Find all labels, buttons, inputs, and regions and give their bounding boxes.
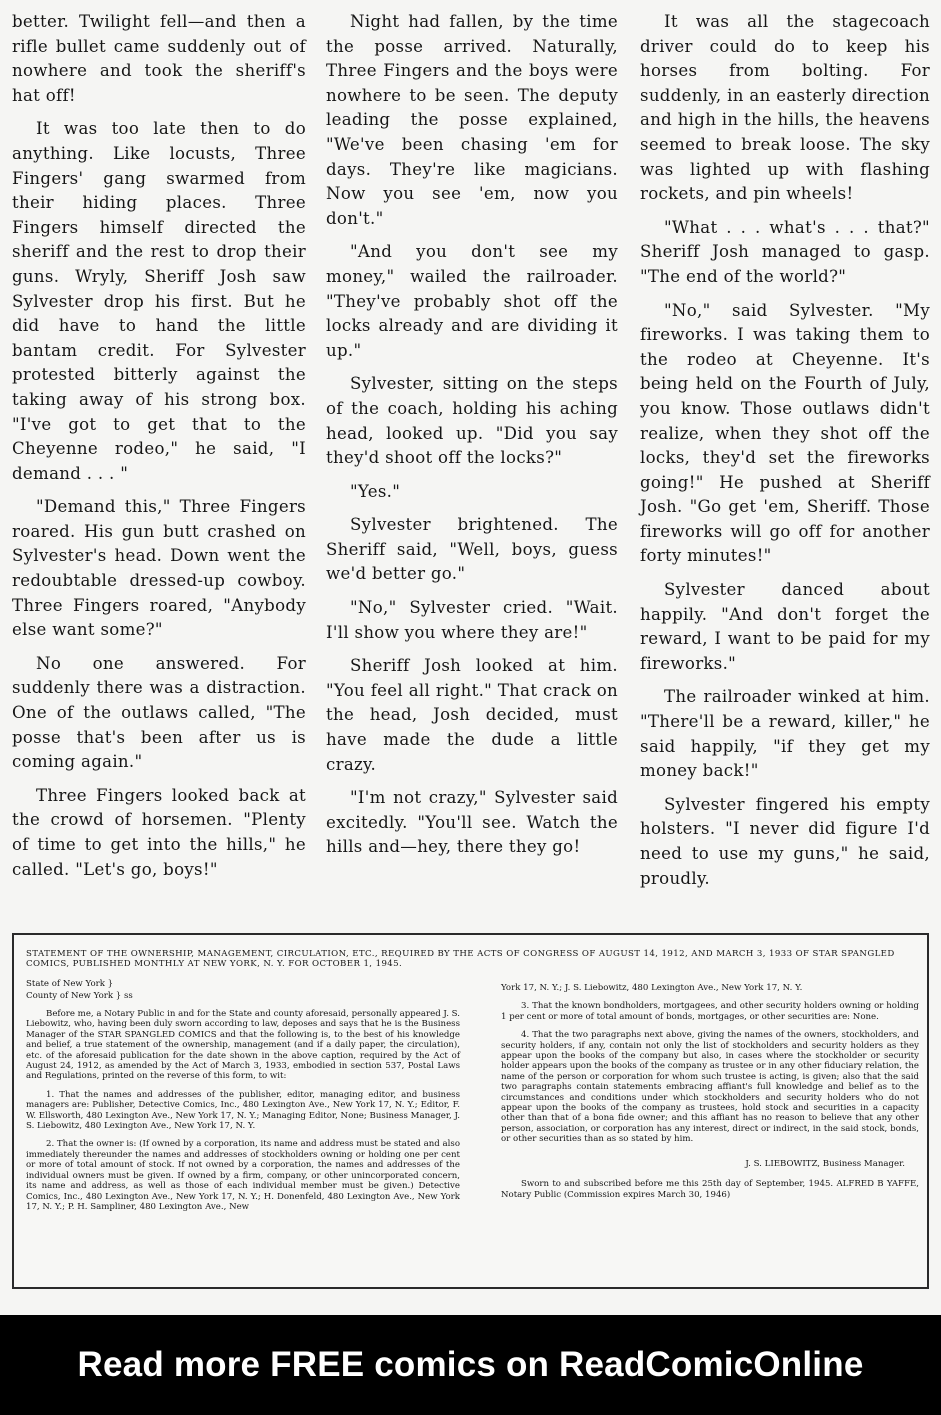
statement-right-column <box>501 983 919 1208</box>
story-paragraph: The railroader winked at him. "There'll be a reward, killer," he said happily, "if they get my money back!" <box>640 687 930 781</box>
story-paragraph: "No," said Sylvester. "My fireworks. I was taking them to the rodeo at Cheyenne. It's being held on the Fourth of July, you know. Those outlaws didn't realize, when they shot off the locks, they'd set the fireworks going!" He pushed at Sheriff Josh. "Go get 'em, Sheriff. Those fireworks will go off for another forty minutes!" <box>640 300 930 566</box>
story-paragraph: It was too late then to do anything. Like locusts, Three Fingers' gang swarmed from their hiding places. Three Fingers himself directed the sheriff and the rest to drop their guns. Wryly, Sheriff Josh saw Sylvester drop his first. But he did have to hand the little bantam credit. For Sylvester protested bitterly against the taking away of his strong box. "I've got to get that to the Cheyenne rodeo," he said, "I demand . . . " <box>12 119 306 483</box>
story-paragraph: No one answered. For suddenly there was a distraction. One of the outlaws called, "The posse that's been after us is coming again." <box>12 653 306 772</box>
statement-paragraph: York 17, N. Y.; J. S. Liebowitz, 480 Lexington Ave., New York 17, N. Y. <box>501 983 803 993</box>
story-column-2 <box>326 10 618 869</box>
story-column-3 <box>640 10 930 900</box>
story-paragraph: "Yes." <box>350 481 401 501</box>
statement-state: State of New York } <box>26 978 114 989</box>
story-paragraph: "Demand this," Three Fingers roared. His gun butt crashed on Sylvester's head. Down went the redoubtable dressed-up cowboy. Three Fingers roared, "Anybody else want some?" <box>12 497 306 640</box>
story-paragraph: "What . . . what's . . . that?" Sheriff Josh managed to gasp. "The end of the world?" <box>640 217 930 286</box>
statement-paragraph: Before me, a Notary Public in and for the State and county aforesaid, personally appeared J. S. Liebowitz, who, having been duly sworn according to law, deposes and says that he is the Business Manager of the STAR SPANGLED COMICS and that the following is, to the best of his knowledge and belief, a true statement of the ownership, management (and if a daily paper, the circulation), etc. of the aforesaid publication for the date shown in the above caption, required by the Act of August 24, 1912, as amended by the Act of March 3, 1933, embodied in section 537, Postal Laws and Regulations, printed on the reverse of this form, to wit: <box>26 1009 460 1082</box>
story-paragraph: "I'm not crazy," Sylvester said excitedly. "You'll see. Watch the hills and—hey, there they go! <box>326 788 618 857</box>
story-paragraph: It was all the stagecoach driver could do to keep his horses from bolting. For suddenly, in an easterly direction and high in the hills, the heavens seemed to break loose. The sky was lighted up with flashing rockets, and pin wheels! <box>640 12 930 204</box>
story-paragraph: Three Fingers looked back at the crowd of horsemen. "Plenty of time to get into the hills," he called. "Let's go, boys!" <box>12 785 306 879</box>
statement-paragraph: 1. That the names and addresses of the publisher, editor, managing editor, and business managers are: Publisher, Detective Comics, Inc., 480 Lexington Ave., New York 17, N. Y.; Editor, F. W. Ellsworth, 480 Lexington Ave., New York 17, N. Y.; Managing Editor, None; Business Manager, J. S. Liebowitz, 480 Lexington Ave., New York 17, N. Y. <box>26 1089 460 1132</box>
story-paragraph: better. Twilight fell—and then a rifle bullet came suddenly out of nowhere and took the sheriff's hat off! <box>12 12 306 105</box>
ownership-statement-box <box>12 933 929 1289</box>
promo-banner[interactable] <box>0 1315 941 1415</box>
statement-sworn: Sworn to and subscribed before me this 25th day of September, 1945. ALFRED B YAFFE, Notary Public (Commission expires March 30, 1946) <box>501 1179 919 1200</box>
story-paragraph: Sylvester danced about happily. "And don't forget the reward, I want to be paid for my fireworks." <box>640 580 930 673</box>
story-column-1 <box>12 10 306 891</box>
story-paragraph: Sylvester fingered his empty holsters. "I never did figure I'd need to use my guns," he said, proudly. <box>640 794 930 888</box>
statement-county: County of New York } ss <box>26 990 133 1001</box>
statement-signature: J. S. LIEBOWITZ, Business Manager. <box>745 1158 905 1169</box>
story-paragraph: Sylvester, sitting on the steps of the coach, holding his aching head, looked up. "Did you say they'd shoot off the locks?" <box>326 374 618 468</box>
statement-heading: STATEMENT OF THE OWNERSHIP, MANAGEMENT, CIRCULATION, ETC., REQUIRED BY THE ACTS OF CONGRESS OF AUGUST 14, 1912, AND MARCH 3, 1933 OF STAR SPANGLED COMICS, PUBLISHED MONTHLY AT NEW YORK, N. Y. FOR OCTOBER 1, 1945. <box>26 949 895 970</box>
statement-paragraph: 2. That the owner is: (If owned by a corporation, its name and address must be stated and also immediately thereunder the names and addresses of stockholders owning or holding one per cent or more of total amount of stock. If not owned by a corporation, the names and addresses of the individual owners must be given. If owned by a firm, company, or other unincorporated concern, its name and address, as well as those of each individual member must be given.) Detective Comics, Inc., 480 Lexington Ave., New York 17, N. Y.; H. Donenfeld, 480 Lexington Ave., New York 17, N. Y.; P. H. Sampliner, 480 Lexington Ave., New <box>26 1139 460 1212</box>
story-paragraph: Night had fallen, by the time the posse arrived. Naturally, Three Fingers and the boys were nowhere to be seen. The deputy leading the posse explained, "We've been chasing 'em for days. They're like magicians. Now you see 'em, now you don't." <box>326 12 618 228</box>
story-paragraph: Sheriff Josh looked at him. "You feel all right." That crack on the head, Josh decided, must have made the dude a little crazy. <box>326 656 618 774</box>
statement-left-column <box>26 1009 460 1220</box>
statement-paragraph: 4. That the two paragraphs next above, giving the names of the owners, stockholders, and security holders, if any, contain not only the list of stockholders and security holders as they appear upon the books of the company but also, in cases where the stockholder or security holder appears upon the books of the company as trustee or in any other fiduciary relation, the name of the person or corporation for whom such trustee is acting, is given; also that the said two paragraphs contain statements embracing affiant's full knowledge and belief as to the circumstances and conditions under which stockholders and security holders who do not appear upon the books of the company as trustees, hold stock and securities in a capacity other than that of a bona fide owner; and this affiant has no reason to believe that any other person, association, or corporation has any interest, direct or indirect, in the said stock, bonds, or other securities than as so stated by him. <box>501 1030 919 1145</box>
promo-link[interactable]: Read more FREE comics on ReadComicOnline <box>77 1345 864 1384</box>
story-paragraph: "And you don't see my money," wailed the railroader. "They've probably shot off the locks already and are dividing it up." <box>326 242 618 360</box>
story-paragraph: "No," Sylvester cried. "Wait. I'll show you where they are!" <box>326 598 618 642</box>
statement-paragraph: 3. That the known bondholders, mortgagees, and other security holders owning or holding 1 per cent or more of total amount of bonds, mortgages, or other securities are: None. <box>501 1001 919 1022</box>
story-paragraph: Sylvester brightened. The Sheriff said, "Well, boys, guess we'd better go." <box>326 515 618 584</box>
